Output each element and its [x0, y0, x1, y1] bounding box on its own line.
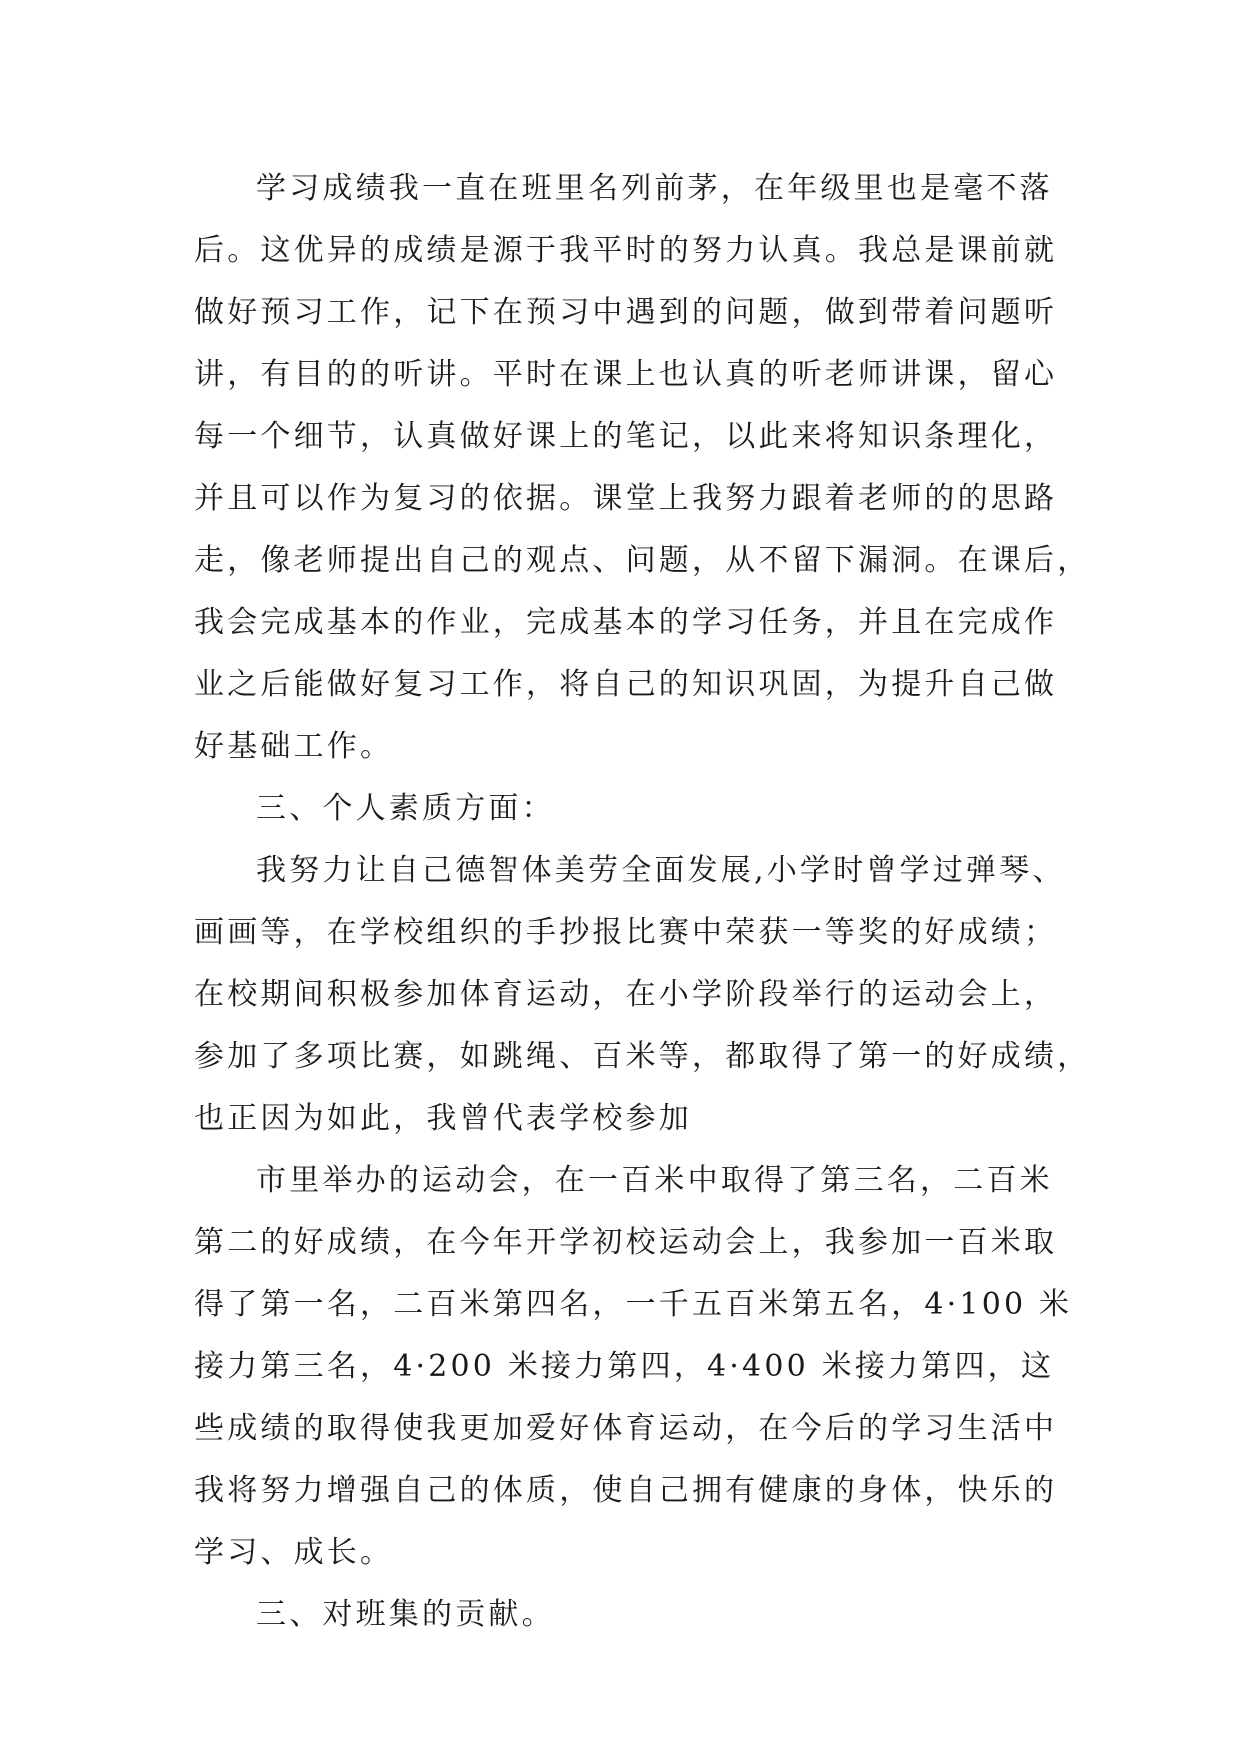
text-line: 我会完成基本的作业，完成基本的学习任务，并且在完成作: [194, 605, 1058, 640]
text-line: 第二的好成绩，在今年开学初校运动会上，我参加一百米取: [194, 1225, 1058, 1260]
text-line: 我将努力增强自己的体质，使自己拥有健康的身体，快乐的: [194, 1473, 1058, 1508]
text-line: 些成绩的取得使我更加爱好体育运动，在今后的学习生活中: [194, 1411, 1058, 1446]
text-line: 做好预习工作，记下在预习中遇到的问题，做到带着问题听: [194, 295, 1058, 330]
text-line: 讲，有目的的听讲。平时在课上也认真的听老师讲课，留心: [194, 357, 1058, 392]
text-line: 也正因为如此，我曾代表学校参加: [194, 1101, 692, 1136]
text-line: 在校期间积极参加体育运动，在小学阶段举行的运动会上，: [194, 977, 1058, 1012]
text-line: 学习、成长。: [194, 1535, 394, 1570]
text-line: 并且可以作为复习的依据。课堂上我努力跟着老师的的思路: [194, 481, 1058, 516]
text-line: 好基础工作。: [194, 729, 394, 764]
text-line: 业之后能做好复习工作，将自己的知识巩固，为提升自己做: [194, 667, 1058, 702]
text-line: 我努力让自己德智体美劳全面发展,小学时曾学过弹琴、: [256, 853, 1066, 888]
section-heading: 三、对班集的贡献。: [256, 1597, 555, 1632]
text-line: 接力第三名，4·200 米接力第四，4·400 米接力第四，这: [194, 1349, 1055, 1384]
section-heading: 三、个人素质方面：: [256, 791, 555, 826]
text-line: 后。这优异的成绩是源于我平时的努力认真。我总是课前就: [194, 233, 1058, 268]
text-line: 学习成绩我一直在班里名列前茅，在年级里也是毫不落: [256, 171, 1053, 206]
text-line: 走，像老师提出自己的观点、问题，从不留下漏洞。在课后，: [194, 543, 1091, 578]
text-line: 画画等，在学校组织的手抄报比赛中荣获一等奖的好成绩；: [194, 915, 1058, 950]
text-line: 每一个细节，认真做好课上的笔记，以此来将知识条理化，: [194, 419, 1058, 454]
text-line: 参加了多项比赛，如跳绳、百米等，都取得了第一的好成绩，: [194, 1039, 1091, 1074]
body-text: [194, 158, 1091, 1646]
text-line: 市里举办的运动会，在一百米中取得了第三名，二百米: [256, 1163, 1053, 1198]
text-line: 得了第一名，二百米第四名，一千五百米第五名，4·100 米: [194, 1287, 1073, 1322]
